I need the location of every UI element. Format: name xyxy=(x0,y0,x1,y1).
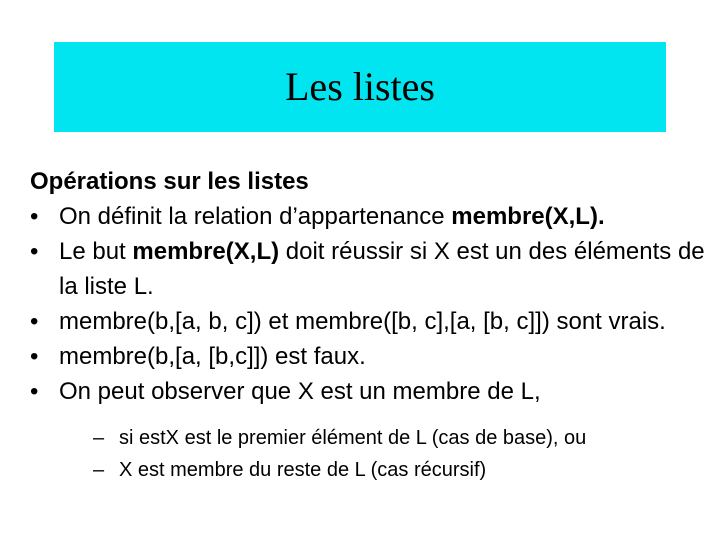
title-banner xyxy=(54,42,666,132)
sub-bullet-item xyxy=(93,454,710,486)
sub-bullet-text: si estX est le premier élément de L (cas de base), ou xyxy=(119,427,587,449)
bullet-item xyxy=(30,199,710,234)
sub-bullet-item xyxy=(93,422,710,454)
bullet-text: Le but xyxy=(59,238,133,265)
slide-title: Les listes xyxy=(285,64,435,109)
bullet-text: membre(b,[a, [b,c]]) est faux. xyxy=(59,343,366,370)
bullet-text: doit réussir si X est un des éléments de la liste L. xyxy=(59,238,705,300)
bullet-icon: • xyxy=(30,308,39,335)
bullet-icon: • xyxy=(30,378,39,405)
sub-bullet-text: X est membre du reste de L (cas récursif) xyxy=(119,459,487,481)
bullet-text: On définit la relation d’appartenance xyxy=(59,203,452,230)
bullet-item xyxy=(30,234,710,304)
bullet-bold-text: membre(X,L) xyxy=(132,238,280,265)
bullet-item xyxy=(30,339,710,374)
bullet-icon: • xyxy=(30,203,39,230)
bullet-icon: • xyxy=(30,238,39,265)
dash-icon: – xyxy=(93,427,105,449)
sub-bullet-list xyxy=(59,422,710,486)
bullet-item xyxy=(30,304,710,339)
section-heading: Opérations sur les listes xyxy=(30,168,309,195)
bullet-bold-text: membre(X,L). xyxy=(451,203,605,230)
bullet-list xyxy=(30,199,710,486)
dash-icon: – xyxy=(93,459,105,481)
bullet-icon: • xyxy=(30,343,39,370)
bullet-item xyxy=(30,374,710,486)
bullet-text: On peut observer que X est un membre de L, xyxy=(59,378,541,405)
bullet-text: membre(b,[a, b, c]) et membre([b, c],[a, [b, c]]) sont vrais. xyxy=(59,308,666,335)
slide-content xyxy=(30,164,710,486)
